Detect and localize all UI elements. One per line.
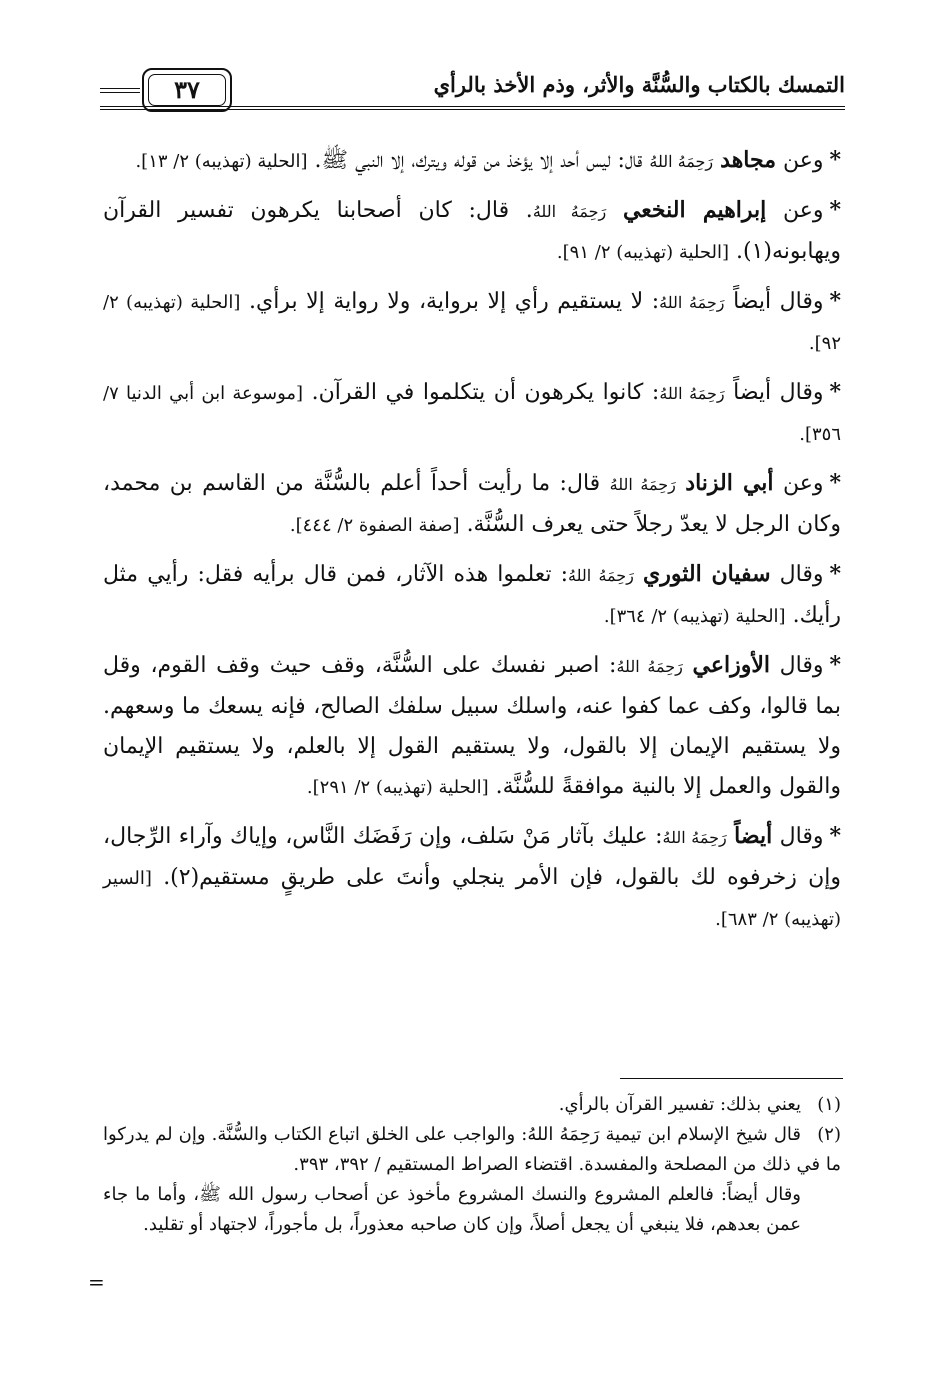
footnotes	[103, 1090, 841, 1240]
star-marker: *	[829, 470, 842, 496]
header-left-dash	[100, 88, 140, 93]
source-reference: [الحلية (تهذيبه) ٢/ ٩٢].	[103, 292, 841, 354]
star-marker: *	[829, 147, 841, 173]
star-marker: *	[829, 379, 842, 405]
source-reference: [صفة الصفوة ٢/ ٤٤٤].	[289, 515, 460, 536]
footnote-1	[103, 1090, 841, 1120]
source-reference: [الحلية (تهذيبه) ٢/ ٩١].	[556, 242, 729, 263]
star-marker: *	[829, 823, 841, 849]
footnote-2	[103, 1120, 841, 1180]
paragraph-3: *وقال أيضاً رَحِمَهُ اللهُ: لا يستقيم رأي إلا برواية، ولا رواية إلا برأي. [الحلية (تهذيبه) ٢/ ٩٢].	[103, 288, 841, 354]
scholar-name: أيضاً	[734, 823, 773, 849]
footnote-text: قال شيخ الإسلام ابن تيمية رَحِمَهُ اللهُ: والواجب على الخلق اتباع الكتاب والسُّنَّة. وإن لم يدركوا ما في ذلك من المصلحة والمفسدة. اقتضاء الصراط المستقيم / ٣٩٢، ٣٩٣.	[103, 1124, 841, 1175]
paragraph-7: *وقال الأوزاعي رَحِمَهُ اللهُ: اصبر نفسك على السُّنَّة، وقف حيث وقف القوم، وقل بما قالوا، وكف عما كفوا عنه، واسلك سبيل سلفك الصالح، فإنه يسعك ما وسعهم. ولا يستقيم الإيمان إلا بالقول، ولا يستقيم القول إلا بالعلم، ولا يستقيم الإيمان والقول والعمل إلا بالنية موافقةً للسُّنَّة. [الحلية (تهذيبه) ٢/ ٢٩١].	[103, 652, 841, 799]
scholar-name: إبراهيم النخعي	[622, 197, 767, 223]
source-reference: [موسوعة ابن أبي الدنيا ٧/ ٣٥٦].	[103, 383, 841, 445]
source-reference: [الحلية (تهذيبه) ٢/ ١٣].	[135, 151, 308, 172]
footnote-2-continued	[103, 1180, 841, 1240]
star-marker: *	[829, 561, 842, 587]
source-reference: [الحلية (تهذيبه) ٢/ ٣٦٤].	[603, 606, 786, 627]
paragraph-4: *وقال أيضاً رَحِمَهُ اللهُ: كانوا يكرهون أن يتكلموا في القرآن. [موسوعة ابن أبي الدنيا ٧/ ٣٥٦].	[103, 379, 842, 445]
footnote-text: يعني بذلك: تفسير القرآن بالرأي.	[558, 1094, 801, 1115]
paragraph-6: *وقال سفيان الثوري رَحِمَهُ اللهُ: تعلموا هذه الآثار، فمن قال برأيه فقل: رأيي مثل رأيك. [الحلية (تهذيبه) ٢/ ٣٦٤].	[103, 561, 842, 628]
scholar-name: سفيان الثوري	[643, 561, 771, 587]
page-number: ٣٧	[174, 75, 200, 104]
source-reference: [الحلية (تهذيبه) ٢/ ٢٩١].	[306, 777, 489, 798]
footnote-separator	[620, 1078, 843, 1079]
header-rule	[100, 106, 845, 110]
page-header	[100, 62, 845, 112]
footnote-number: (٢)	[817, 1124, 841, 1145]
star-marker: *	[829, 288, 841, 314]
source-reference: [السير (تهذيبه) ٢/ ٦٨٣].	[103, 868, 841, 930]
star-marker: *	[829, 652, 841, 678]
scholar-name: الأوزاعي	[692, 652, 770, 678]
paragraph-2: *وعن إبراهيم النخعي رَحِمَهُ اللهُ. قال: كان أصحابنا يكرهون تفسير القرآن ويهابونه(١). [الحلية (تهذيبه) ٢/ ٩١].	[103, 197, 842, 264]
main-text	[103, 140, 841, 948]
paragraph-8: *وقال أيضاً رَحِمَهُ اللهُ: عليك بآثار مَنْ سَلف، وإن رَفَضَك النَّاس، وإياك وآراء الرِّجال، وإن زخرفوه لك بالقول، فإن الأمر ينجلي وأنتَ على طريقٍ مستقيم(٢). [السير (تهذيبه) ٢/ ٦٨٣].	[103, 823, 841, 930]
running-title: التمسك بالكتاب والسُّنَّة والأثر، وذم الأخذ بالرأي	[433, 72, 845, 97]
continuation-mark: =	[88, 1270, 105, 1294]
scholar-name: مجاهد	[720, 147, 776, 173]
paragraph-5: *وعن أبي الزناد رَحِمَهُ اللهُ قال: ما رأيت أحداً أعلم بالسُّنَّة من القاسم بن محمد، وكان الرجل لا يعدّ رجلاً حتى يعرف السُّنَّة. [صفة الصفوة ٢/ ٤٤٤].	[103, 470, 842, 537]
star-marker: *	[829, 197, 842, 223]
scholar-name: أبي الزناد	[685, 470, 774, 496]
paragraph-1: *وعن مجاهد رَحِمَهُ اللهُ قال: ليس أحد إلا يؤخذ من قوله ويترك، إلا النبي ﷺ. [الحلية (تهذيبه) ٢/ ١٣].	[135, 147, 841, 173]
footnote-text: وقال أيضاً: فالعلم المشروع والنسك المشروع مأخوذ عن أصحاب رسول الله ﷺ، وأما ما جاء عمن بعدهم، فلا ينبغي أن يجعل أصلاً، وإن كان صاحبه معذوراً، بل مأجوراً، لاجتهاد أو تقليد.	[103, 1184, 801, 1235]
footnote-number: (١)	[817, 1094, 841, 1115]
